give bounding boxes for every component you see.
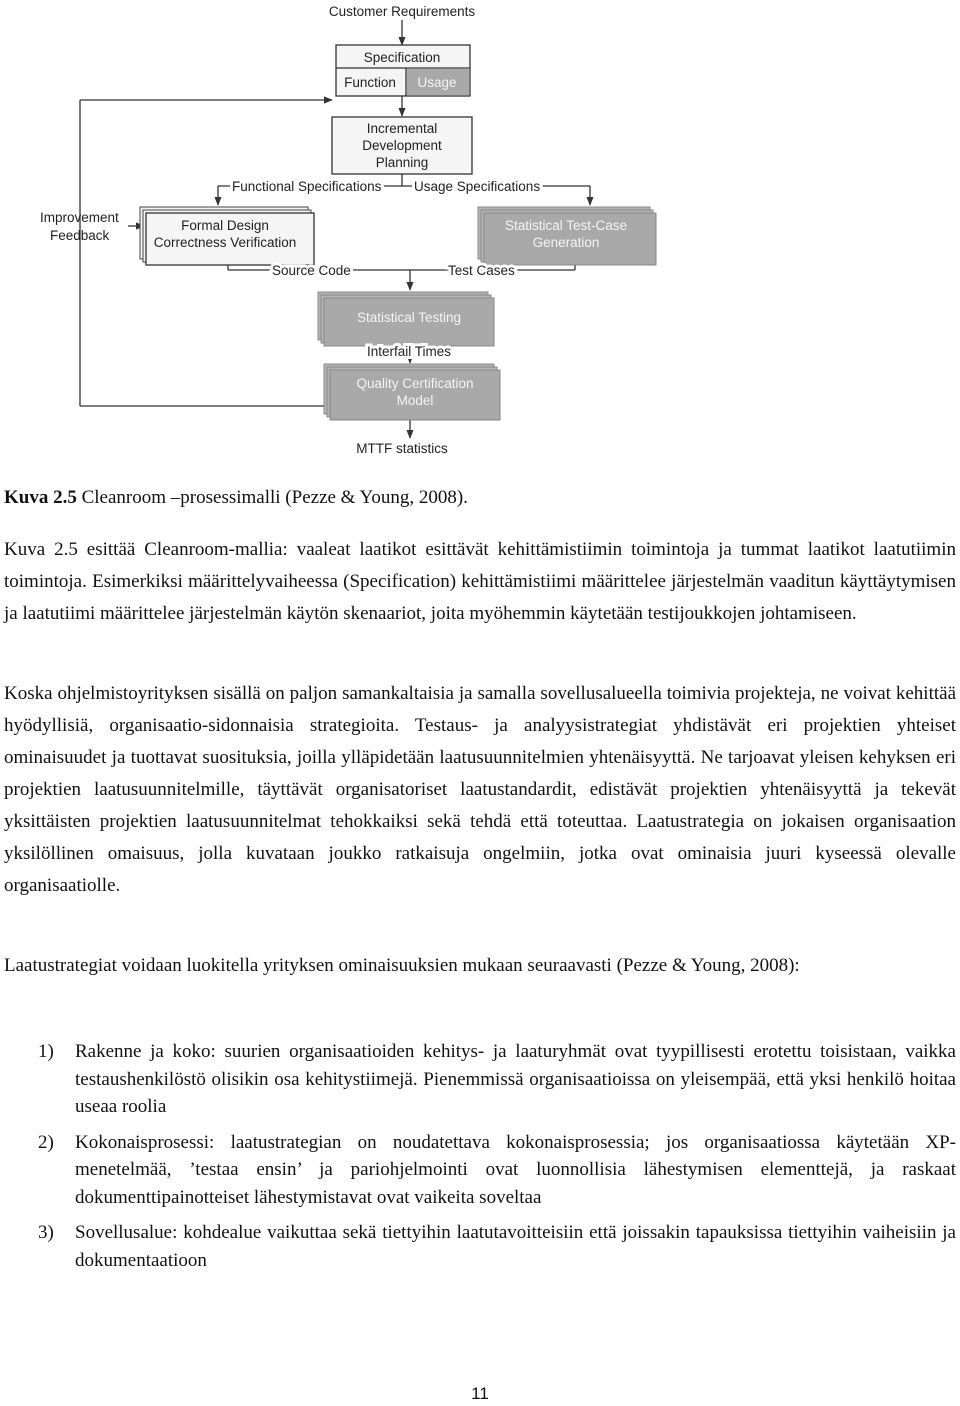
list-text: Sovellusalue: kohdealue vaikuttaa sekä tiettyihin laatutavoitteisiin että joissakin tapauksissa tiettyihin vaiheisiin ja dokumentaatioon	[75, 1222, 956, 1271]
label-quality-certification: Quality Certification	[356, 376, 474, 391]
strategy-list	[4, 1038, 956, 1282]
list-text: Rakenne ja koko: suurien organisaatioiden kehitys- ja laaturyhmät ovat tyypillisesti erotettu toisistaan, vaikka testaushenkilöstö olisikin osa kehitystiimejä. Pienemmissä organisaatioissa on yleisempää, että yksi henkilö hoitaa useaa roolia	[75, 1041, 956, 1117]
label-functional-specifications: Functional Specifications	[232, 179, 382, 194]
label-interfail-times: Interfail Times	[366, 344, 452, 359]
paragraph-2: Koska ohjelmistoyrityksen sisällä on paljon samankaltaisia ja samalla sovellusalueella toimivia projekteja, ne voivat kehittää hyödyllisiä, organisaatio-sidonnaisia strategioita. Testaus- ja analyysistrategiat yhdistävät eri projektien yhteiset ominaisuudet ja tuottavat suosituksia, joilla ylläpidetään laatusuunnitelmien yhtenäisyyttä. Ne tarjoavat yleisen kehyksen eri projektien laatusuunnitelmille, täyttävät organisatoriset laatustandardit, edistävät projektien yhtenäisyyttä ja tekevät yksittäisten projektien laatusuunnitelmat tehokkaiksi sekä tehdä että toteuttaa. Laatustrategia on jokaisen organisaation yksilöllinen omaisuus, jolla kuvataan joukko ratkaisuja ongelmiin, jotka ovat ominaisia juuri kyseessä olevalle organisaatiolle.	[4, 683, 956, 896]
label-generation: Generation	[532, 235, 600, 250]
list-number: 3)	[38, 1222, 54, 1243]
list-item	[4, 1219, 956, 1274]
quality-certification-box	[324, 364, 500, 420]
label-statistical-test-case: Statistical Test-Case	[504, 218, 628, 233]
label-specification: Specification	[363, 50, 441, 65]
list-item	[4, 1129, 956, 1212]
label-model: Model	[396, 393, 434, 408]
cleanroom-process-diagram	[0, 0, 960, 470]
label-usage-specifications: Usage Specifications	[414, 179, 541, 194]
label-feedback: Feedback	[50, 228, 110, 243]
figure-caption	[4, 487, 468, 509]
label-usage: Usage	[417, 75, 457, 90]
page-number: 11	[471, 1384, 489, 1403]
label-function: Function	[344, 75, 396, 90]
label-improvement: Improvement	[40, 210, 119, 225]
label-incremental: Incremental	[366, 121, 438, 136]
label-statistical-testing: Statistical Testing	[356, 310, 462, 325]
list-text: Kokonaisprosessi: laatustrategian on noudatettava kokonaisprosessia; jos organisaatiossa käytetään XP-menetelmää, ’testaa ensin’ ja pariohjelmointi ovat luonnollisia lähestymisen elementtejä, ja raskaat dokumenttipainotteiset lähestymistavat ovat vaikeita soveltaa	[75, 1131, 956, 1208]
paragraph-1: Kuva 2.5 esittää Cleanroom-mallia: vaaleat laatikot esittävät kehittämistiimin toimintoja ja tummat laatikot laatutiimin toimintoja. Esimerkiksi määrittelyvaiheessa (Specification) kehittämistiimi määrittelee järjestelmän vaaditun käyttäytymisen ja laatutiimi määrittelee järjestelmän käytön skenaariot, joita myöhemmin käytetään testijoukkojen johtamiseen.	[4, 539, 956, 624]
label-mttf-statistics: MTTF statistics	[356, 441, 448, 456]
list-item	[4, 1038, 956, 1121]
list-number: 1)	[38, 1041, 54, 1062]
label-source-code: Source Code	[272, 263, 351, 278]
caption-text: Cleanroom –prosessimalli (Pezze & Young, 2008).	[76, 487, 468, 508]
caption-label: Kuva 2.5	[4, 487, 77, 508]
label-test-cases: Test Cases	[448, 263, 515, 278]
label-development: Development	[362, 138, 442, 153]
label-customer-requirements: Customer Requirements	[328, 4, 476, 19]
label-formal-design: Formal Design	[181, 218, 269, 233]
list-number: 2)	[38, 1131, 54, 1153]
paragraph-3: Laatustrategiat voidaan luokitella yrityksen ominaisuuksien mukaan seuraavasti (Pezze & Young, 2008):	[4, 955, 800, 976]
label-correctness-verification: Correctness Verification	[153, 235, 297, 250]
label-planning: Planning	[375, 155, 429, 170]
